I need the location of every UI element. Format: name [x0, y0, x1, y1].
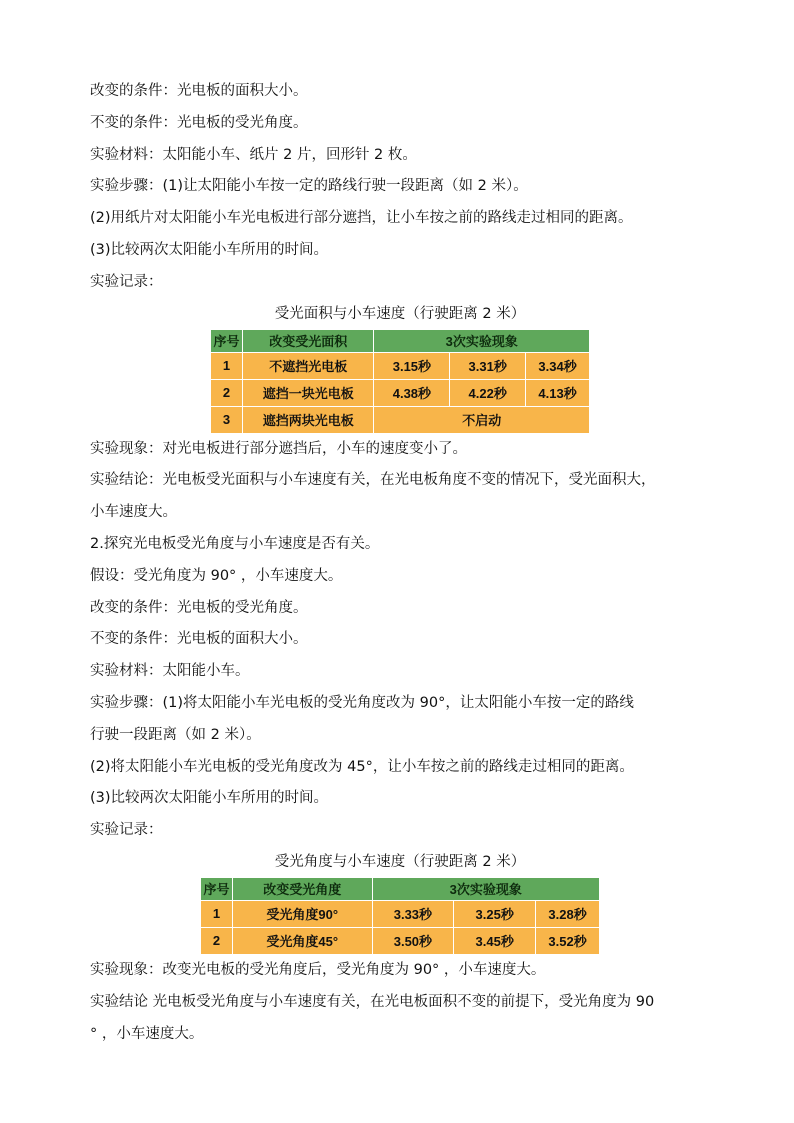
table-cell: 4.22秒	[450, 379, 526, 406]
table-cell: 不启动	[374, 406, 590, 433]
text-line: 假设：受光角度为 90° ，小车速度大。	[90, 567, 343, 584]
section-c	[90, 955, 710, 1050]
document-page	[90, 76, 710, 1050]
table-cell: 遮挡两块光电板	[242, 406, 374, 433]
table-cell: 3.50秒	[372, 927, 454, 954]
table2-caption: 受光角度与小车速度（行驶距离 2 米）	[274, 853, 526, 870]
table-cell: 3.31秒	[450, 352, 526, 379]
table-cell: 4.13秒	[526, 379, 590, 406]
table-header-cell: 3次实验现象	[372, 877, 600, 900]
text-line: 行驶一段距离（如 2 米）。	[90, 726, 261, 743]
text-line: 改变的条件：光电板的受光角度。	[90, 599, 308, 616]
table-cell: 不遮挡光电板	[242, 352, 374, 379]
table-header-cell: 序号	[211, 329, 243, 352]
table-cell: 3.25秒	[454, 900, 536, 927]
table-row	[211, 379, 590, 406]
table-cell: 3	[211, 406, 243, 433]
table-cell: 3.34秒	[526, 352, 590, 379]
table-cell: 受光角度45°	[232, 927, 372, 954]
table-cell: 4.38秒	[374, 379, 450, 406]
table-cell: 3.45秒	[454, 927, 536, 954]
text-line: 实验记录：	[90, 822, 163, 839]
text-line: 实验步骤：(1)将太阳能小车光电板的受光角度改为 90°，让太阳能小车按一定的路线	[90, 694, 634, 711]
table-cell: 1	[211, 352, 243, 379]
text-line: 小车速度大。	[90, 504, 177, 521]
text-line: 改变的条件：光电板的面积大小。	[90, 83, 308, 99]
table1-caption: 受光面积与小车速度（行驶距离 2 米）	[274, 305, 526, 322]
text-line: 实验现象：对光电板进行部分遮挡后，小车的速度变小了。	[90, 440, 467, 457]
table-header-cell: 序号	[201, 877, 233, 900]
text-line: 实验步骤：(1)让太阳能小车按一定的路线行驶一段距离（如 2 米）。	[90, 178, 528, 195]
table-row	[201, 927, 600, 954]
table-header-row	[211, 329, 590, 352]
table-row	[211, 352, 590, 379]
text-line: 实验结论 光电板受光角度与小车速度有关，在光电板面积不变的前提下，受光角度为 90	[90, 993, 655, 1010]
text-line: (2)将太阳能小车光电板的受光角度改为 45°，让小车按之前的路线走过相同的距离。	[90, 758, 634, 775]
table-cell: 3.28秒	[536, 900, 600, 927]
table-row	[201, 900, 600, 927]
text-line: 实验结论：光电板受光面积与小车速度有关，在光电板角度不变的情况下，受光面积大，	[90, 472, 656, 489]
text-line: (3)比较两次太阳能小车所用的时间。	[90, 241, 329, 258]
text-line: (3)比较两次太阳能小车所用的时间。	[90, 790, 329, 807]
table-header-cell: 改变受光面积	[242, 329, 374, 352]
table-cell: 受光角度90°	[232, 900, 372, 927]
table1	[210, 329, 590, 434]
table-cell: 3.52秒	[536, 927, 600, 954]
text-line: 不变的条件：光电板的受光角度。	[90, 114, 308, 131]
text-line: 实验材料：太阳能小车、纸片 2 片，回形针 2 枚。	[90, 146, 417, 163]
table-cell: 2	[201, 927, 233, 954]
section-a	[90, 76, 710, 299]
table-cell: 3.15秒	[374, 352, 450, 379]
table-cell: 3.33秒	[372, 900, 454, 927]
text-line: ° ，小车速度大。	[90, 1025, 204, 1042]
text-line: 实验记录：	[90, 273, 163, 290]
text-line: 2.探究光电板受光角度与小车速度是否有关。	[90, 535, 380, 552]
table-row	[211, 406, 590, 433]
text-line: (2)用纸片对太阳能小车光电板进行部分遮挡，让小车按之前的路线走过相同的距离。	[90, 210, 633, 227]
table-cell: 2	[211, 379, 243, 406]
table-header-cell: 3次实验现象	[374, 329, 590, 352]
table-cell: 1	[201, 900, 233, 927]
section-b	[90, 434, 710, 847]
table-header-row	[201, 877, 600, 900]
table-cell: 遮挡一块光电板	[242, 379, 374, 406]
text-line: 实验现象：改变光电板的受光角度后，受光角度为 90° ，小车速度大。	[90, 961, 546, 978]
table2	[200, 877, 600, 955]
table-header-cell: 改变受光角度	[232, 877, 372, 900]
text-line: 不变的条件：光电板的面积大小。	[90, 631, 308, 648]
text-line: 实验材料：太阳能小车。	[90, 663, 250, 680]
